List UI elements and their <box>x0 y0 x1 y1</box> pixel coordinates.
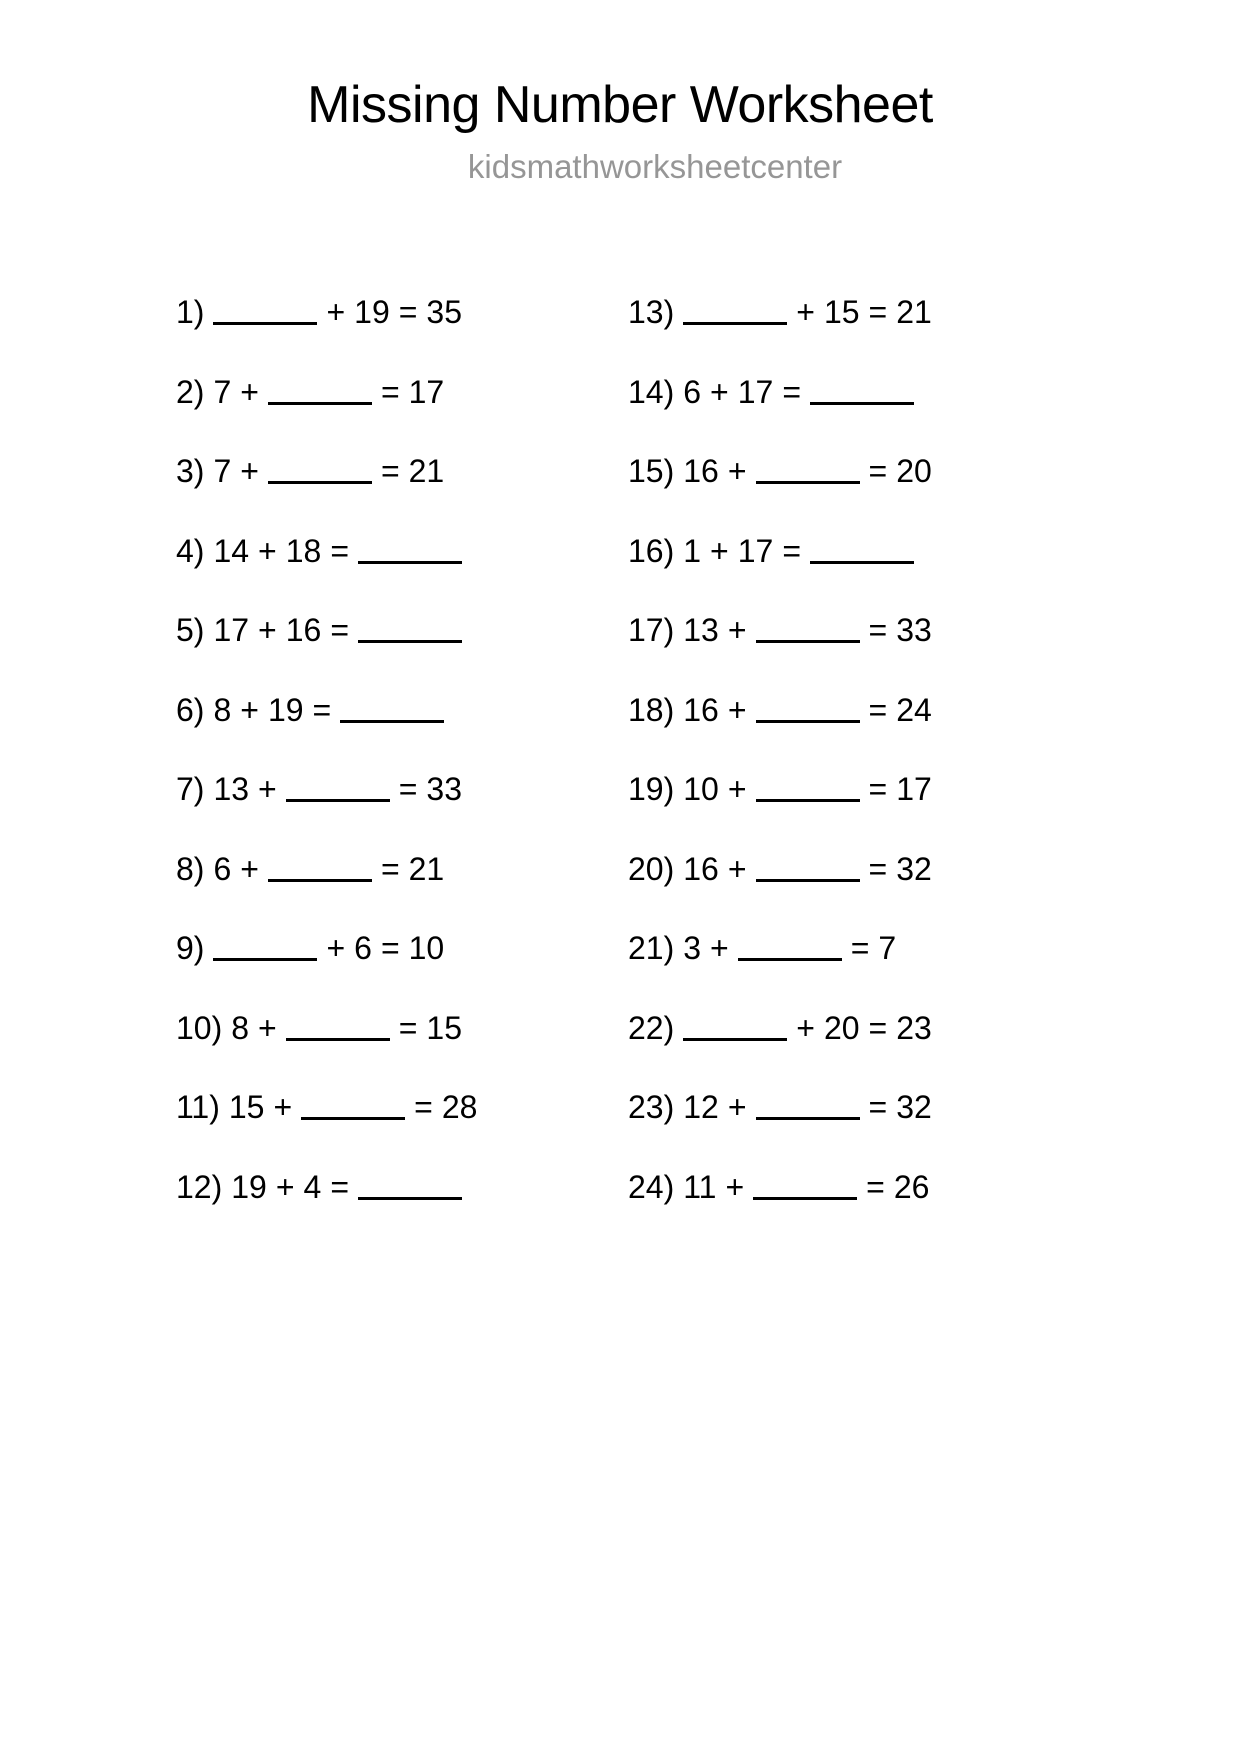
answer-blank[interactable] <box>301 1091 405 1120</box>
number-term: 8 <box>231 1009 250 1046</box>
number-term: 28 <box>441 1089 478 1125</box>
number-term: 13 <box>683 612 719 648</box>
answer-blank[interactable] <box>213 932 317 961</box>
number-term: 15 <box>228 1089 265 1125</box>
problem-number: 16) <box>628 532 675 569</box>
equals-sign: = <box>868 453 888 489</box>
number-term: 8 <box>213 691 232 728</box>
problem-row <box>176 455 620 535</box>
number-term: 17 <box>213 612 250 648</box>
plus-sign: + <box>326 930 346 966</box>
problem-row <box>628 932 1240 1012</box>
problem-row <box>176 850 620 933</box>
worksheet-subtitle: kidsmathworksheetcenter <box>467 147 843 185</box>
number-term: 12 <box>683 1089 719 1125</box>
problem-row <box>628 773 1240 853</box>
plus-sign: + <box>240 691 259 728</box>
equals-sign: = <box>398 294 418 330</box>
equals-sign: = <box>868 1009 888 1046</box>
problem-number: 7) <box>176 771 205 807</box>
number-term: 21 <box>408 453 445 489</box>
number-term: 16 <box>683 850 719 887</box>
equals-sign: = <box>782 373 802 410</box>
problem-number: 12) <box>176 1168 223 1205</box>
number-term: 14 <box>213 532 250 569</box>
number-term: 10 <box>683 771 719 807</box>
plus-sign: + <box>727 850 747 887</box>
number-term: 33 <box>426 771 463 807</box>
answer-blank[interactable] <box>358 1171 462 1200</box>
plus-sign: + <box>710 930 729 966</box>
number-term: 7 <box>878 930 897 966</box>
equals-sign: = <box>414 1089 433 1125</box>
answer-blank[interactable] <box>268 455 372 484</box>
answer-blank[interactable] <box>683 1012 787 1041</box>
number-term: 21 <box>896 294 932 330</box>
answer-blank[interactable] <box>756 773 860 802</box>
number-term: 17 <box>408 373 445 410</box>
equals-sign: = <box>868 294 888 330</box>
problem-row <box>176 1091 620 1171</box>
problem-number: 3) <box>176 453 205 489</box>
problem-row <box>176 373 620 456</box>
number-term: 16 <box>683 453 719 489</box>
problem-column-left <box>0 296 620 1250</box>
answer-blank[interactable] <box>753 1171 857 1200</box>
answer-blank[interactable] <box>756 614 860 643</box>
problem-number: 8) <box>176 850 205 887</box>
problem-row <box>628 532 1240 615</box>
equals-sign: = <box>868 691 888 728</box>
plus-sign: + <box>725 1168 745 1205</box>
equals-sign: = <box>330 612 350 648</box>
problem-number: 11) <box>176 1089 220 1125</box>
number-term: 18 <box>285 532 322 569</box>
equals-sign: = <box>398 1009 418 1046</box>
problem-number: 23) <box>628 1089 675 1125</box>
number-term: 32 <box>896 850 932 887</box>
plus-sign: + <box>727 691 747 728</box>
plus-sign: + <box>240 850 259 887</box>
number-term: 35 <box>426 294 463 330</box>
number-term: 15 <box>823 294 860 330</box>
answer-blank[interactable] <box>358 535 462 564</box>
plus-sign: + <box>727 612 747 648</box>
plus-sign: + <box>258 771 277 807</box>
plus-sign: + <box>727 453 747 489</box>
answer-blank[interactable] <box>286 1012 390 1041</box>
number-term: 17 <box>896 771 932 807</box>
number-term: 7 <box>213 373 232 410</box>
number-term: 11 <box>683 1168 717 1205</box>
equals-sign: = <box>380 453 400 489</box>
number-term: 17 <box>737 532 774 569</box>
plus-sign: + <box>240 453 259 489</box>
problem-number: 14) <box>628 373 675 410</box>
problem-number: 18) <box>628 691 675 728</box>
number-term: 3 <box>683 930 702 966</box>
problem-number: 6) <box>176 691 205 728</box>
answer-blank[interactable] <box>286 773 390 802</box>
problem-row <box>176 532 620 615</box>
number-term: 6 <box>683 373 702 410</box>
problem-number: 24) <box>628 1168 675 1205</box>
problem-row <box>628 1168 1240 1251</box>
plus-sign: + <box>258 532 277 569</box>
answer-blank[interactable] <box>358 614 462 643</box>
equals-sign: = <box>330 1168 350 1205</box>
problem-row <box>628 1091 1240 1171</box>
number-term: 13 <box>213 771 250 807</box>
number-term: 6 <box>354 930 372 966</box>
answer-blank[interactable] <box>756 853 860 882</box>
problem-number: 5) <box>176 612 205 648</box>
answer-blank[interactable] <box>810 376 914 405</box>
problem-row <box>628 455 1240 535</box>
problem-number: 4) <box>176 532 205 569</box>
number-term: 6 <box>213 850 232 887</box>
problem-number: 9) <box>176 930 205 966</box>
problem-number: 17) <box>628 612 675 648</box>
plus-sign: + <box>710 373 729 410</box>
problem-row <box>628 296 1240 376</box>
problem-column-right <box>620 296 1240 1250</box>
number-term: 16 <box>285 612 322 648</box>
number-term: 24 <box>896 691 932 728</box>
page-title: Missing Number Worksheet <box>307 76 933 134</box>
number-term: 1 <box>683 532 702 569</box>
plus-sign: + <box>240 373 259 410</box>
answer-blank[interactable] <box>213 296 317 325</box>
answer-blank[interactable] <box>683 296 787 325</box>
problem-row <box>176 1168 620 1251</box>
problem-row <box>628 1009 1240 1092</box>
problem-row <box>628 691 1240 774</box>
number-term: 19 <box>354 294 390 330</box>
problem-row <box>176 614 620 694</box>
equals-sign: = <box>312 691 332 728</box>
problem-number: 1) <box>176 294 205 330</box>
equals-sign: = <box>380 850 400 887</box>
answer-blank[interactable] <box>268 376 372 405</box>
number-term: 23 <box>896 1009 932 1046</box>
equals-sign: = <box>380 373 400 410</box>
number-term: 7 <box>213 453 232 489</box>
equals-sign: = <box>868 612 888 648</box>
problem-number: 21) <box>628 930 675 966</box>
problem-list <box>0 296 1240 1250</box>
equals-sign: = <box>330 532 350 569</box>
number-term: 4 <box>303 1168 322 1205</box>
number-term: 20 <box>896 453 932 489</box>
problem-row <box>176 773 620 853</box>
problem-row <box>176 691 620 774</box>
number-term: 32 <box>896 1089 932 1125</box>
plus-sign: + <box>710 532 729 569</box>
answer-blank[interactable] <box>340 694 444 723</box>
equals-sign: = <box>868 771 888 807</box>
problem-number: 20) <box>628 850 675 887</box>
answer-blank[interactable] <box>268 853 372 882</box>
equals-sign: = <box>782 532 802 569</box>
plus-sign: + <box>796 294 815 330</box>
equals-sign: = <box>866 1168 885 1205</box>
number-term: 26 <box>893 1168 930 1205</box>
problem-number: 22) <box>628 1009 675 1046</box>
plus-sign: + <box>273 1089 293 1125</box>
problem-row <box>176 296 620 376</box>
problem-number: 10) <box>176 1009 223 1046</box>
number-term: 20 <box>823 1009 860 1046</box>
problem-row <box>628 850 1240 933</box>
equals-sign: = <box>850 930 870 966</box>
plus-sign: + <box>275 1168 295 1205</box>
number-term: 19 <box>267 691 304 728</box>
number-term: 21 <box>408 850 445 887</box>
plus-sign: + <box>796 1009 815 1046</box>
problem-row <box>628 373 1240 456</box>
answer-blank[interactable] <box>756 694 860 723</box>
problem-row <box>628 614 1240 694</box>
number-term: 16 <box>683 691 719 728</box>
answer-blank[interactable] <box>756 1091 860 1120</box>
problem-row <box>176 932 620 1012</box>
number-term: 10 <box>408 930 445 966</box>
problem-row <box>176 1009 620 1092</box>
equals-sign: = <box>380 930 400 966</box>
plus-sign: + <box>326 294 346 330</box>
problem-number: 2) <box>176 373 205 410</box>
number-term: 19 <box>231 1168 267 1205</box>
problem-number: 15) <box>628 453 675 489</box>
number-term: 15 <box>426 1009 463 1046</box>
answer-blank[interactable] <box>810 535 914 564</box>
answer-blank[interactable] <box>738 932 842 961</box>
plus-sign: + <box>258 612 277 648</box>
number-term: 17 <box>737 373 774 410</box>
equals-sign: = <box>868 850 888 887</box>
plus-sign: + <box>727 771 747 807</box>
plus-sign: + <box>727 1089 747 1125</box>
problem-number: 13) <box>628 294 675 330</box>
equals-sign: = <box>398 771 418 807</box>
problem-number: 19) <box>628 771 675 807</box>
answer-blank[interactable] <box>756 455 860 484</box>
worksheet-header <box>0 0 1240 185</box>
equals-sign: = <box>868 1089 888 1125</box>
number-term: 33 <box>896 612 932 648</box>
plus-sign: + <box>258 1009 277 1046</box>
